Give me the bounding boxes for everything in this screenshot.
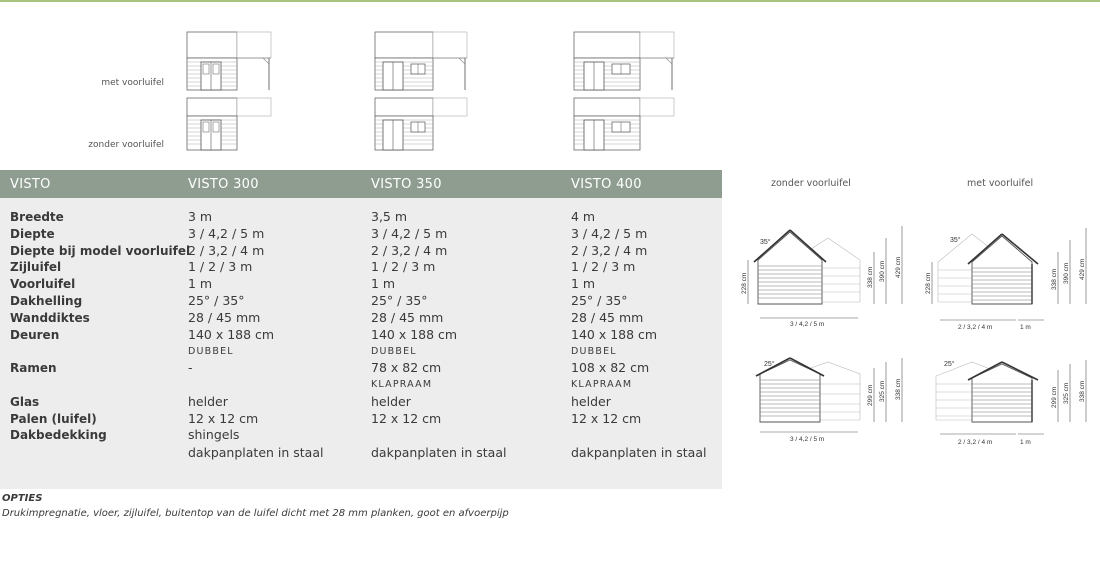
thumb-visto300-with-canopy — [185, 30, 275, 96]
cell-breedte: 4 m — [571, 209, 596, 224]
elevation-with-canopy-35 — [920, 222, 1100, 338]
diagram-height-3: 429 cm — [895, 256, 902, 278]
cell-wanddiktes: 28 / 45 mm — [188, 310, 261, 325]
cell-palen: 12 x 12 cm — [371, 411, 442, 426]
diagram-height-2: 325 cm — [1063, 382, 1070, 404]
label-breedte: Breedte — [10, 210, 64, 224]
diagram-width-label: 2 / 3,2 / 4 m — [958, 324, 993, 331]
diagram-wall-height: 228 cm — [741, 272, 748, 294]
label-voorluifel: Voorluifel — [10, 277, 76, 291]
cell-glas: helder — [571, 394, 611, 409]
label-wanddiktes: Wanddiktes — [10, 311, 90, 325]
cell-deuren: 140 x 188 cm — [188, 327, 275, 342]
cell-diepte-model: 2 / 3,2 / 4 m — [571, 243, 648, 258]
cell-diepte: 3 / 4,2 / 5 m — [371, 226, 448, 241]
diagram-height-1: 299 cm — [867, 384, 874, 406]
cell-deuren-sub: DUBBEL — [371, 346, 417, 357]
cell-ramen-sub: KLAPRAAM — [571, 379, 633, 390]
header-visto-350: VISTO 350 — [371, 177, 442, 192]
cell-palen: 12 x 12 cm — [188, 411, 259, 426]
diagram-wall-height: 228 cm — [925, 272, 932, 294]
diagram-canopy-label: 1 m — [1020, 439, 1031, 446]
cell-dakbedekking-2: dakpanplaten in staal — [371, 445, 507, 460]
cell-ramen: 108 x 82 cm — [571, 360, 650, 375]
label-deuren: Deuren — [10, 328, 60, 342]
cell-zijluifel: 1 / 2 / 3 m — [371, 259, 436, 274]
cell-dakbedekking-2: dakpanplaten in staal — [571, 445, 707, 460]
spec-table — [0, 170, 722, 489]
label-palen: Palen (luifel) — [10, 412, 97, 426]
cell-wanddiktes: 28 / 45 mm — [571, 310, 644, 325]
diagram-angle-label: 35° — [950, 237, 961, 244]
cell-dakbedekking-1: shingels — [188, 427, 240, 442]
cell-dakhelling: 25° / 35° — [571, 293, 628, 308]
diagram-height-2: 390 cm — [879, 260, 886, 282]
cell-voorluifel: 1 m — [371, 276, 396, 291]
diagram-angle-label: 35° — [760, 239, 771, 246]
cell-diepte-model: 2 / 3,2 / 4 m — [371, 243, 448, 258]
diagram-height-3: 338 cm — [895, 378, 902, 400]
cell-ramen: - — [188, 360, 193, 375]
cell-deuren: 140 x 188 cm — [571, 327, 658, 342]
cell-zijluifel: 1 / 2 / 3 m — [188, 259, 253, 274]
thumb-visto350-without-canopy — [373, 96, 469, 156]
diagram-angle-label: 25° — [764, 361, 775, 368]
cell-voorluifel: 1 m — [571, 276, 596, 291]
label-glas: Glas — [10, 395, 40, 409]
cell-deuren-sub: DUBBEL — [571, 346, 617, 357]
header-visto: VISTO — [10, 177, 51, 192]
cell-ramen-sub: KLAPRAAM — [371, 379, 433, 390]
diagram-height-1: 299 cm — [1051, 386, 1058, 408]
elevation-without-canopy-35 — [736, 222, 921, 336]
thumb-visto400-without-canopy — [572, 96, 676, 156]
thumb-visto400-with-canopy — [572, 30, 676, 96]
cell-diepte: 3 / 4,2 / 5 m — [571, 226, 648, 241]
cell-diepte-model: 2 / 3,2 / 4 m — [188, 243, 265, 258]
elevation-with-canopy-25 — [920, 350, 1100, 454]
label-dakhelling: Dakhelling — [10, 294, 83, 308]
cell-glas: helder — [188, 394, 228, 409]
cell-glas: helder — [371, 394, 411, 409]
label-zijluifel: Zijluifel — [10, 260, 62, 274]
diagram-width-label: 3 / 4,2 / 5 m — [790, 321, 825, 328]
label-diepte-model: Diepte bij model voorluifel — [10, 244, 191, 258]
label-dakbedekking: Dakbedekking — [10, 428, 107, 442]
label-ramen: Ramen — [10, 361, 57, 375]
cell-wanddiktes: 28 / 45 mm — [371, 310, 444, 325]
row-label-with-canopy: met voorluifel — [101, 78, 164, 88]
spec-table-header — [0, 170, 722, 198]
diagram-width-label: 2 / 3,2 / 4 m — [958, 439, 993, 446]
diagram-height-3: 338 cm — [1079, 380, 1086, 402]
options-text: Drukimpregnatie, vloer, zijluifel, buitentop van de luifel dicht met 28 mm planken, goot en afvoerpijp — [2, 508, 509, 519]
cell-voorluifel: 1 m — [188, 276, 213, 291]
thumb-visto350-with-canopy — [373, 30, 469, 96]
top-accent-line — [0, 0, 1100, 2]
options-title: OPTIES — [2, 493, 43, 504]
cell-dakhelling: 25° / 35° — [188, 293, 245, 308]
diagram-height-2: 325 cm — [879, 380, 886, 402]
diagram-title-without-canopy: zonder voorluifel — [771, 178, 851, 189]
diagram-width-label: 3 / 4,2 / 5 m — [790, 436, 825, 443]
row-label-without-canopy: zonder voorluifel — [88, 140, 164, 150]
diagram-canopy-label: 1 m — [1020, 324, 1031, 331]
cell-zijluifel: 1 / 2 / 3 m — [571, 259, 636, 274]
cell-diepte: 3 / 4,2 / 5 m — [188, 226, 265, 241]
cell-ramen: 78 x 82 cm — [371, 360, 442, 375]
cell-deuren: 140 x 188 cm — [371, 327, 458, 342]
diagram-height-1: 338 cm — [1051, 268, 1058, 290]
diagram-height-2: 390 cm — [1063, 262, 1070, 284]
cell-palen: 12 x 12 cm — [571, 411, 642, 426]
diagram-angle-label: 25° — [944, 361, 955, 368]
cell-dakbedekking-2: dakpanplaten in staal — [188, 445, 324, 460]
label-diepte: Diepte — [10, 227, 55, 241]
diagram-height-1: 338 cm — [867, 266, 874, 288]
thumb-visto300-without-canopy — [185, 96, 275, 156]
cell-deuren-sub: DUBBEL — [188, 346, 234, 357]
cell-breedte: 3,5 m — [371, 209, 408, 224]
elevation-without-canopy-25 — [736, 350, 921, 454]
diagram-title-with-canopy: met voorluifel — [967, 178, 1034, 189]
header-visto-400: VISTO 400 — [571, 177, 642, 192]
header-visto-300: VISTO 300 — [188, 177, 259, 192]
diagram-height-3: 429 cm — [1079, 258, 1086, 280]
cell-dakhelling: 25° / 35° — [371, 293, 428, 308]
cell-breedte: 3 m — [188, 209, 213, 224]
